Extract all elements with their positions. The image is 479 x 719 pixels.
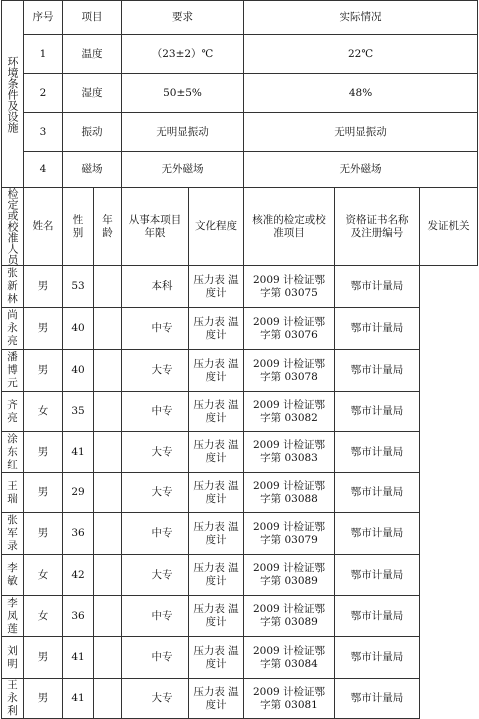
staff-gender — [24, 637, 63, 679]
env-actual: 22℃ — [244, 35, 478, 74]
env-item: 温度 — [63, 35, 122, 74]
verification-record-table — [1, 0, 478, 719]
staff-approved-items — [189, 473, 244, 513]
staff-issuer — [335, 266, 420, 308]
staff-certificate — [244, 266, 335, 308]
staff-gender — [24, 679, 63, 719]
staff-approved-items-text: 压力表 温度计 — [193, 603, 239, 628]
env-section-label: 环境条件及设施 — [6, 55, 19, 133]
staff-education-text: 中专 — [151, 322, 173, 334]
staff-age — [63, 679, 94, 719]
staff-row — [2, 308, 478, 350]
env-actual: 无明显振动 — [244, 113, 478, 152]
staff-header-education-text: 文化程度 — [195, 220, 237, 232]
staff-gender-text: 女 — [37, 405, 49, 417]
staff-gender — [24, 308, 63, 350]
env-no: 1 — [24, 35, 63, 74]
staff-years — [94, 513, 122, 555]
staff-gender — [24, 432, 63, 473]
staff-approved-items-text: 压力表 温度计 — [193, 315, 239, 341]
staff-approved-items — [189, 350, 244, 392]
staff-name-text: 齐亮 — [7, 398, 18, 424]
staff-name — [2, 637, 24, 679]
staff-header-certificate-text: 资格证书名称及注册编号 — [345, 213, 409, 239]
staff-gender-text: 女 — [37, 568, 49, 581]
staff-issuer-text: 鄂市计量局 — [350, 692, 404, 704]
staff-rows — [2, 266, 478, 719]
staff-header-approved-items-text: 核准的检定或校准项目 — [252, 213, 326, 239]
staff-name — [2, 679, 24, 719]
staff-row — [2, 392, 478, 432]
staff-education — [122, 392, 189, 432]
staff-age — [63, 308, 94, 350]
staff-approved-items — [189, 513, 244, 555]
staff-gender-text: 男 — [37, 486, 49, 498]
staff-education-text: 大专 — [151, 692, 173, 704]
staff-row — [2, 432, 478, 473]
env-actual: 48% — [244, 74, 478, 113]
staff-certificate — [244, 473, 335, 513]
staff-certificate-text: 2009 计检证鄂字第 03084 — [252, 644, 326, 670]
staff-age — [63, 473, 94, 513]
staff-age-text: 42 — [71, 568, 85, 581]
staff-education — [122, 473, 189, 513]
staff-years — [94, 350, 122, 392]
staff-certificate-text: 2009 计检证鄂字第 03075 — [252, 273, 326, 299]
staff-certificate-text: 2009 计检证鄂字第 03082 — [252, 398, 326, 424]
staff-issuer — [335, 513, 420, 555]
staff-issuer-text: 鄂市计量局 — [350, 405, 404, 417]
staff-certificate — [244, 392, 335, 432]
staff-education — [122, 513, 189, 555]
env-item: 湿度 — [63, 74, 122, 113]
staff-issuer — [335, 392, 420, 432]
env-requirement: 50±5% — [122, 74, 244, 113]
staff-approved-items — [189, 596, 244, 637]
staff-approved-items — [189, 555, 244, 596]
staff-gender-text: 男 — [37, 280, 49, 292]
staff-issuer — [335, 473, 420, 513]
env-header-row — [2, 1, 478, 35]
staff-gender — [24, 513, 63, 555]
staff-issuer-text: 鄂市计量局 — [350, 364, 404, 376]
staff-age-text: 35 — [71, 405, 85, 417]
env-row — [2, 152, 478, 188]
staff-header-row — [2, 188, 478, 266]
staff-issuer — [335, 350, 420, 392]
staff-certificate — [244, 308, 335, 350]
staff-name-text: 涂东红 — [7, 432, 18, 471]
staff-certificate — [244, 637, 335, 679]
staff-name — [2, 432, 24, 473]
staff-approved-items-text: 压力表 温度计 — [193, 273, 239, 299]
staff-header-certificate — [335, 188, 420, 266]
staff-age — [63, 392, 94, 432]
staff-name — [2, 596, 24, 637]
staff-approved-items — [189, 679, 244, 719]
staff-gender-text: 男 — [37, 651, 49, 663]
staff-age-text: 41 — [71, 445, 85, 458]
staff-header-issuer: 发证机关 — [420, 188, 478, 266]
staff-certificate — [244, 555, 335, 596]
staff-approved-items-text: 压力表 温度计 — [193, 357, 239, 383]
staff-row — [2, 350, 478, 392]
staff-education — [122, 555, 189, 596]
staff-education — [122, 679, 189, 719]
staff-certificate-text: 2009 计检证鄂字第 03079 — [252, 520, 326, 546]
staff-issuer-text: 鄂市计量局 — [350, 280, 404, 292]
staff-name — [2, 266, 24, 308]
staff-gender — [24, 555, 63, 596]
staff-certificate — [244, 513, 335, 555]
staff-issuer — [335, 308, 420, 350]
staff-age — [63, 266, 94, 308]
staff-issuer — [335, 555, 420, 596]
staff-years — [94, 679, 122, 719]
staff-age-text: 41 — [71, 651, 85, 663]
staff-issuer-text: 鄂市计量局 — [350, 609, 404, 622]
staff-education-text: 大专 — [151, 364, 173, 376]
staff-row — [2, 555, 478, 596]
staff-name — [2, 555, 24, 596]
staff-age — [63, 513, 94, 555]
staff-issuer-text: 鄂市计量局 — [350, 445, 404, 458]
staff-age-text: 41 — [71, 692, 85, 704]
staff-name — [2, 308, 24, 350]
staff-education-text: 中专 — [151, 405, 173, 417]
staff-header-age — [94, 188, 122, 266]
env-row — [2, 35, 478, 74]
staff-certificate-text: 2009 计检证鄂字第 03089 — [252, 562, 326, 587]
staff-issuer-text: 鄂市计量局 — [350, 527, 404, 539]
staff-approved-items-text: 压力表 温度计 — [193, 439, 239, 464]
staff-gender-text: 男 — [37, 322, 49, 334]
env-header-actual: 实际情况 — [244, 1, 478, 35]
staff-gender-text: 男 — [37, 445, 49, 458]
staff-education-text: 大专 — [151, 486, 173, 498]
staff-issuer-text: 鄂市计量局 — [350, 568, 404, 581]
staff-education — [122, 432, 189, 473]
staff-row — [2, 637, 478, 679]
staff-age-text: 53 — [71, 280, 85, 292]
staff-section-label: 检定或校准人员 — [6, 188, 19, 265]
staff-certificate — [244, 432, 335, 473]
staff-row — [2, 679, 478, 719]
staff-gender-text: 女 — [37, 609, 49, 622]
staff-approved-items-text: 压力表 温度计 — [193, 685, 239, 711]
staff-header-education — [189, 188, 244, 266]
staff-approved-items-text: 压力表 温度计 — [193, 520, 239, 546]
staff-issuer — [335, 596, 420, 637]
staff-issuer — [335, 432, 420, 473]
staff-gender-text: 男 — [37, 692, 49, 704]
staff-certificate-text: 2009 计检证鄂字第 03076 — [252, 315, 326, 341]
staff-age-text: 40 — [71, 364, 85, 376]
staff-header-name — [24, 188, 63, 266]
env-item: 振动 — [63, 113, 122, 152]
staff-age — [63, 432, 94, 473]
staff-age-text: 36 — [71, 527, 85, 539]
env-header-requirement: 要求 — [122, 1, 244, 35]
staff-age — [63, 555, 94, 596]
staff-certificate-text: 2009 计检证鄂字第 03081 — [252, 685, 326, 711]
staff-certificate-text: 2009 计检证鄂字第 03088 — [252, 479, 326, 505]
staff-row — [2, 266, 478, 308]
staff-header-approved-items — [244, 188, 335, 266]
env-no: 2 — [24, 74, 63, 113]
staff-name-text: 刘明 — [7, 644, 18, 670]
staff-certificate — [244, 679, 335, 719]
staff-years — [94, 637, 122, 679]
staff-name-text: 李敏 — [7, 562, 18, 587]
env-header-no: 序号 — [24, 1, 63, 35]
staff-gender — [24, 350, 63, 392]
staff-certificate-text: 2009 计检证鄂字第 03083 — [252, 439, 326, 464]
staff-name — [2, 513, 24, 555]
staff-name-text: 王永利 — [7, 679, 18, 717]
staff-gender — [24, 596, 63, 637]
staff-name-text: 张军录 — [7, 514, 18, 552]
staff-approved-items — [189, 637, 244, 679]
env-section-label-cell — [2, 1, 24, 188]
staff-education-text: 中专 — [151, 527, 173, 539]
staff-education-text: 本科 — [151, 280, 173, 292]
staff-approved-items — [189, 308, 244, 350]
staff-age-text: 29 — [71, 486, 85, 498]
env-actual: 无外磁场 — [244, 152, 478, 188]
staff-gender-text: 男 — [37, 527, 49, 539]
staff-gender — [24, 392, 63, 432]
staff-education — [122, 308, 189, 350]
staff-approved-items-text: 压力表 温度计 — [193, 398, 239, 424]
env-no: 3 — [24, 113, 63, 152]
env-no: 4 — [24, 152, 63, 188]
staff-education — [122, 350, 189, 392]
env-item: 磁场 — [63, 152, 122, 188]
staff-certificate — [244, 596, 335, 637]
staff-age — [63, 596, 94, 637]
staff-years — [94, 266, 122, 308]
staff-certificate — [244, 350, 335, 392]
env-requirement: 无明显振动 — [122, 113, 244, 152]
staff-approved-items — [189, 392, 244, 432]
staff-education-text: 大专 — [151, 445, 173, 458]
staff-age-text: 36 — [71, 609, 85, 622]
staff-name-text: 张新林 — [7, 267, 18, 305]
staff-name — [2, 350, 24, 392]
staff-education — [122, 637, 189, 679]
staff-header-years-text: 从事本项目年限 — [128, 213, 182, 239]
staff-age-text: 40 — [71, 322, 85, 334]
env-row — [2, 74, 478, 113]
staff-years — [94, 392, 122, 432]
staff-approved-items-text: 压力表 温度计 — [193, 479, 239, 505]
env-header-item: 项目 — [63, 1, 122, 35]
staff-name — [2, 392, 24, 432]
staff-approved-items-text: 压力表 温度计 — [193, 562, 239, 587]
staff-years — [94, 596, 122, 637]
staff-approved-items-text: 压力表 温度计 — [193, 644, 239, 670]
staff-issuer-text: 鄂市计量局 — [350, 486, 404, 498]
staff-header-years — [122, 188, 189, 266]
staff-certificate-text: 2009 计检证鄂字第 03089 — [252, 603, 326, 628]
staff-education — [122, 596, 189, 637]
staff-row — [2, 513, 478, 555]
staff-age — [63, 350, 94, 392]
staff-row — [2, 473, 478, 513]
staff-age — [63, 637, 94, 679]
staff-years — [94, 308, 122, 350]
staff-header-gender — [63, 188, 94, 266]
staff-approved-items — [189, 266, 244, 308]
staff-years — [94, 555, 122, 596]
staff-years — [94, 473, 122, 513]
staff-header-age-text: 年龄 — [102, 213, 113, 239]
staff-name-text: 潘博元 — [7, 351, 18, 389]
staff-issuer-text: 鄂市计量局 — [350, 651, 404, 663]
staff-education-text: 中专 — [151, 651, 173, 663]
staff-gender — [24, 266, 63, 308]
staff-gender — [24, 473, 63, 513]
staff-section-label-cell — [2, 188, 24, 266]
staff-name-text: 王瑞 — [7, 479, 18, 505]
staff-issuer — [335, 637, 420, 679]
staff-education-text: 大专 — [151, 568, 173, 581]
staff-certificate-text: 2009 计检证鄂字第 03078 — [252, 357, 326, 383]
staff-name-text: 尚永亮 — [7, 309, 18, 347]
staff-approved-items — [189, 432, 244, 473]
staff-education — [122, 266, 189, 308]
staff-header-name-text: 姓名 — [32, 220, 54, 232]
staff-name — [2, 473, 24, 513]
staff-education-text: 中专 — [151, 609, 173, 622]
env-row — [2, 113, 478, 152]
staff-gender-text: 男 — [37, 364, 49, 376]
staff-issuer — [335, 679, 420, 719]
staff-row — [2, 596, 478, 637]
env-requirement: 无外磁场 — [122, 152, 244, 188]
staff-years — [94, 432, 122, 473]
env-requirement: （23±2）℃ — [122, 35, 244, 74]
staff-header-gender-text: 性别 — [72, 213, 84, 239]
staff-name-text: 李凤莲 — [7, 596, 18, 635]
staff-issuer-text: 鄂市计量局 — [350, 322, 404, 334]
